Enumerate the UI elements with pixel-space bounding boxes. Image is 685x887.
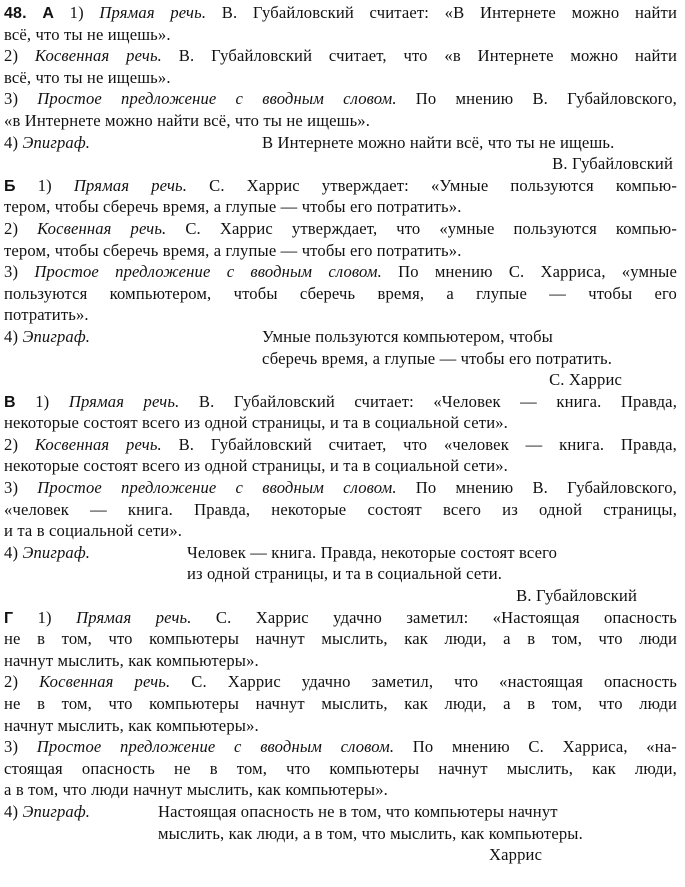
author-g: Харрис: [489, 845, 543, 865]
section-letter-g: Г: [4, 609, 14, 627]
section-g-line-3c: а в том, что люди начнут мыслить, как компьютеры».: [4, 780, 388, 800]
section-g-line-3: 3) Простое предложение с вводным словом. По мнению С. Харриса, «на-: [4, 737, 677, 757]
section-b-line-4: 4) Эпиграф. Умные пользуются компьютером, чтобы: [4, 326, 553, 346]
epigraph-b: Умные пользуются компьютером, чтобы: [262, 326, 553, 346]
section-v-line-2: 2) Косвенная речь. В. Губайловский считает, что «человек — книга. Правда,: [4, 434, 677, 454]
label-epigraph: Эпиграф.: [22, 132, 91, 152]
section-a-line-1b: всё, что ты не ищешь».: [4, 24, 171, 44]
section-g-line-3b: стоящая опасность не в том, что компьютеры начнут мыслить, как люди,: [4, 758, 677, 778]
section-v-line-3b: «человек — книга. Правда, некоторые состоят всего из одной страницы,: [4, 499, 677, 519]
epigraph-g: Настоящая опасность не в том, что компьютеры начнут: [158, 801, 558, 821]
section-v-line-1: В 1) Прямая речь. В. Губайловский считает: «Человек — книга. Правда,: [4, 391, 677, 411]
section-b-line-3: 3) Простое предложение с вводным словом. По мнению С. Харриса, «умные: [4, 262, 677, 282]
section-g-line-1b: не в том, что компьютеры начнут мыслить, как люди, а в том, что люди: [4, 629, 677, 649]
epigraph-v-cont: из одной страницы, и та в социальной сети.: [187, 564, 503, 584]
section-a-line-3: 3) Простое предложение с вводным словом. По мнению В. Губайловского,: [4, 89, 677, 109]
section-g-line-2b: не в том, что компьютеры начнут мыслить, как люди, а в том, что люди: [4, 694, 677, 713]
epigraph-v: Человек — книга. Правда, некоторые состоят всего: [187, 542, 558, 562]
author-a: В. Губайловский: [552, 154, 673, 174]
section-letter-b: Б: [4, 177, 16, 195]
section-g-line-2: 2) Косвенная речь. С. Харрис удачно заметил, что «настоящая опасность: [4, 672, 677, 692]
section-b-line-1: Б 1) Прямая речь. С. Харрис утверждает: «Умные пользуются компью-: [4, 175, 677, 195]
section-b-line-2: 2) Косвенная речь. С. Харрис утверждает, что «умные пользуются компью-: [4, 218, 677, 238]
section-v-line-2b: некоторые состоят всего из одной страницы, и та в социальной сети».: [4, 456, 508, 476]
epigraph-g-cont: мыслить, как люди, а в том, что мыслить, как компьютеры.: [158, 823, 583, 843]
section-v-line-3: 3) Простое предложение с вводным словом. По мнению В. Губайловского,: [4, 478, 677, 498]
label-simple-sentence: Простое предложение с вводным словом.: [37, 89, 397, 109]
epigraph-a: В Интернете можно найти всё, что ты не ищешь.: [262, 132, 615, 152]
section-g-line-1c: начнут мыслить, как компьютеры».: [4, 650, 259, 670]
author-v: В. Губайловский: [516, 586, 637, 606]
section-b-line-2b: тером, чтобы сберечь время, а глупые — чтобы его потратить».: [4, 240, 462, 260]
section-letter-v: В: [4, 393, 16, 411]
section-v-line-4: 4) Эпиграф. Человек — книга. Правда, некоторые состоят всего: [4, 542, 558, 562]
section-g-line-2c: начнут мыслить, как компьютеры».: [4, 715, 259, 735]
section-a-line-2b: всё, что ты не ищешь».: [4, 67, 171, 87]
section-a-line-2: 2) Косвенная речь. В. Губайловский считает, что «в Интернете можно найти: [4, 46, 677, 66]
section-a-line-4: 4) Эпиграф. В Интернете можно найти всё, что ты не ищешь.: [4, 132, 615, 152]
label-indirect-speech: Косвенная речь.: [34, 46, 162, 66]
section-g-line-4: 4) Эпиграф. Настоящая опасность не в том, что компьютеры начнут: [4, 801, 558, 821]
label-direct-speech: Прямая речь.: [99, 3, 207, 22]
exercise-number: 48.: [4, 5, 27, 22]
section-v-line-1b: некоторые состоят всего из одной страницы, и та в социальной сети».: [4, 413, 508, 433]
section-a-line-1: 48. А 1) Прямая речь. В. Губайловский считает: «В Интернете можно найти: [4, 3, 677, 22]
section-b-line-1b: тером, чтобы сберечь время, а глупые — чтобы его потратить».: [4, 197, 462, 217]
section-letter-a: А: [42, 5, 55, 22]
section-g-line-1: Г 1) Прямая речь. С. Харрис удачно заметил: «Настоящая опасность: [4, 607, 677, 627]
section-b-line-3b: пользуются компьютером, чтобы сберечь время, а глупые — чтобы его: [4, 283, 677, 303]
section-b-line-3c: потратить».: [4, 305, 89, 325]
section-v-line-3c: и та в социальной сети».: [4, 521, 183, 541]
author-b: С. Харрис: [549, 370, 622, 390]
section-a-line-3b: «в Интернете можно найти всё, что ты не ищешь».: [4, 110, 371, 130]
epigraph-b-cont: сберечь время, а глупые — чтобы его потратить.: [262, 348, 612, 368]
